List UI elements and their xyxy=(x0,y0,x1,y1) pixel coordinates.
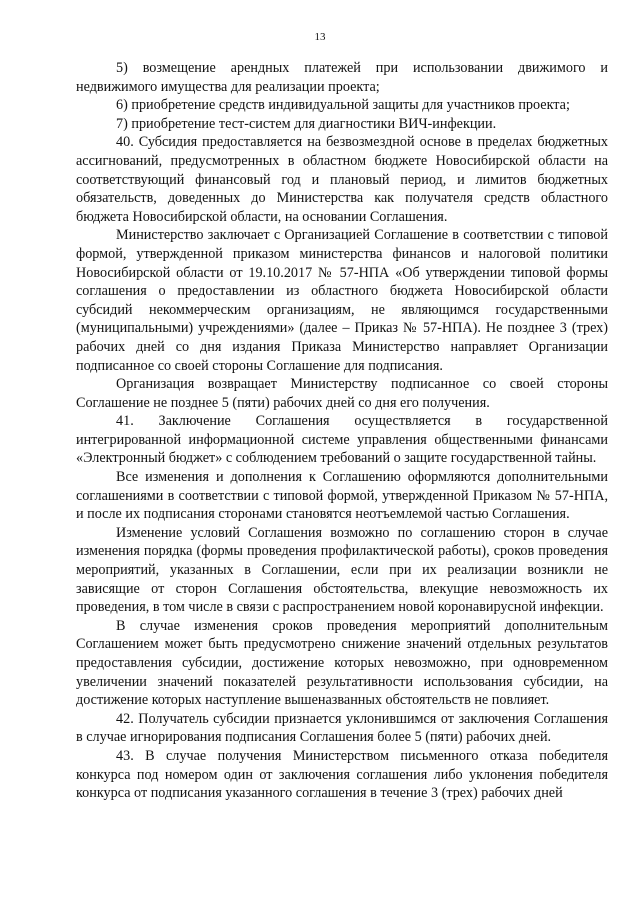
paragraph-conditions-change: Изменение условий Соглашения возможно по соглашению сторон в случае изменения порядка (формы проведения профилактической работы), сроков проведения мероприятий, указанных в Соглашении, если при их реализации возникли не зависящие от сторон Соглашения обстоятельства, влекущие невозможность их проведения, в том числе в связи с распространением новой коронавирусной инфекции. xyxy=(76,524,608,616)
paragraph-item-7: 7) приобретение тест-систем для диагностики ВИЧ-инфекции. xyxy=(116,115,497,132)
page-number: 13 xyxy=(314,31,326,43)
paragraph-agreement-conclusion: Министерство заключает с Организацией Соглашение в соответствии с типовой формой, утвержденной приказом министерства финансов и налоговой политики Новосибирской области от 19.10.2017 № 57-НПА «Об утверждении типовой формы соглашения о предоставлении из областного бюджета Новосибирской области субсидий некоммерческим организациям, не являющимся государственными (муниципальными) учреждениями» (далее – Приказ № 57-НПА). Не позднее 3 (трех) рабочих дней со дня издания Приказа Министерство направляет Организации подписанное со своей стороны Соглашение для подписания. xyxy=(76,227,608,374)
paragraph-agreement-return: Организация возвращает Министерству подписанное со своей стороны Соглашение не позднее 5 (пяти) рабочих дней со дня его получения. xyxy=(76,376,608,411)
paragraph-section-42: 42. Получатель субсидии признается уклонившимся от заключения Соглашения в случае игнорирования подписания Соглашения более 5 (пяти) рабочих дней. xyxy=(76,710,608,746)
paragraph-section-40: 40. Субсидия предоставляется на безвозмездной основе в пределах бюджетных ассигнований, предусмотренных в областном бюджете Новосибирской области на соответствующий финансовый год и плановый период, и лимитов бюджетных обязательств, доведенных до Министерства как получателя средств областного бюджета Новосибирской области, на основании Соглашения. xyxy=(76,134,608,225)
paragraph-deadline-change: В случае изменения сроков проведения мероприятий дополнительным Соглашением может быть предусмотрено снижение значений отдельных результатов предоставления субсидии, достижение которых невозможно, при одновременном увеличении значений показателей результативности использования субсидии, на достижение которых наступление вышеназванных обстоятельств не повлияет. xyxy=(76,617,608,709)
document-body xyxy=(76,59,608,803)
paragraph-item-6: 6) приобретение средств индивидуальной защиты для участников проекта; xyxy=(116,97,570,114)
paragraph-section-41: 41. Заключение Соглашения осуществляется в государственной интегрированной информационной системе управления общественными финансами «Электронный бюджет» с соблюдением требований о защите государственной тайны. xyxy=(76,413,608,467)
paragraph-item-5: 5) возмещение арендных платежей при использовании движимого и недвижимого имущества для реализации проекта; xyxy=(76,60,608,95)
paragraph-section-43: 43. В случае получения Министерством письменного отказа победителя конкурса под номером один от заключения соглашения либо уклонения победителя конкурса от подписания указанного соглашения в течение 3 (трех) рабочих дней xyxy=(76,747,608,802)
paragraph-amendments: Все изменения и дополнения к Соглашению оформляются дополнительными соглашениями в соответствии с типовой формой, утвержденной Приказом № 57-НПА, и после их подписания сторонами становятся неотъемлемой частью Соглашения. xyxy=(76,469,608,523)
